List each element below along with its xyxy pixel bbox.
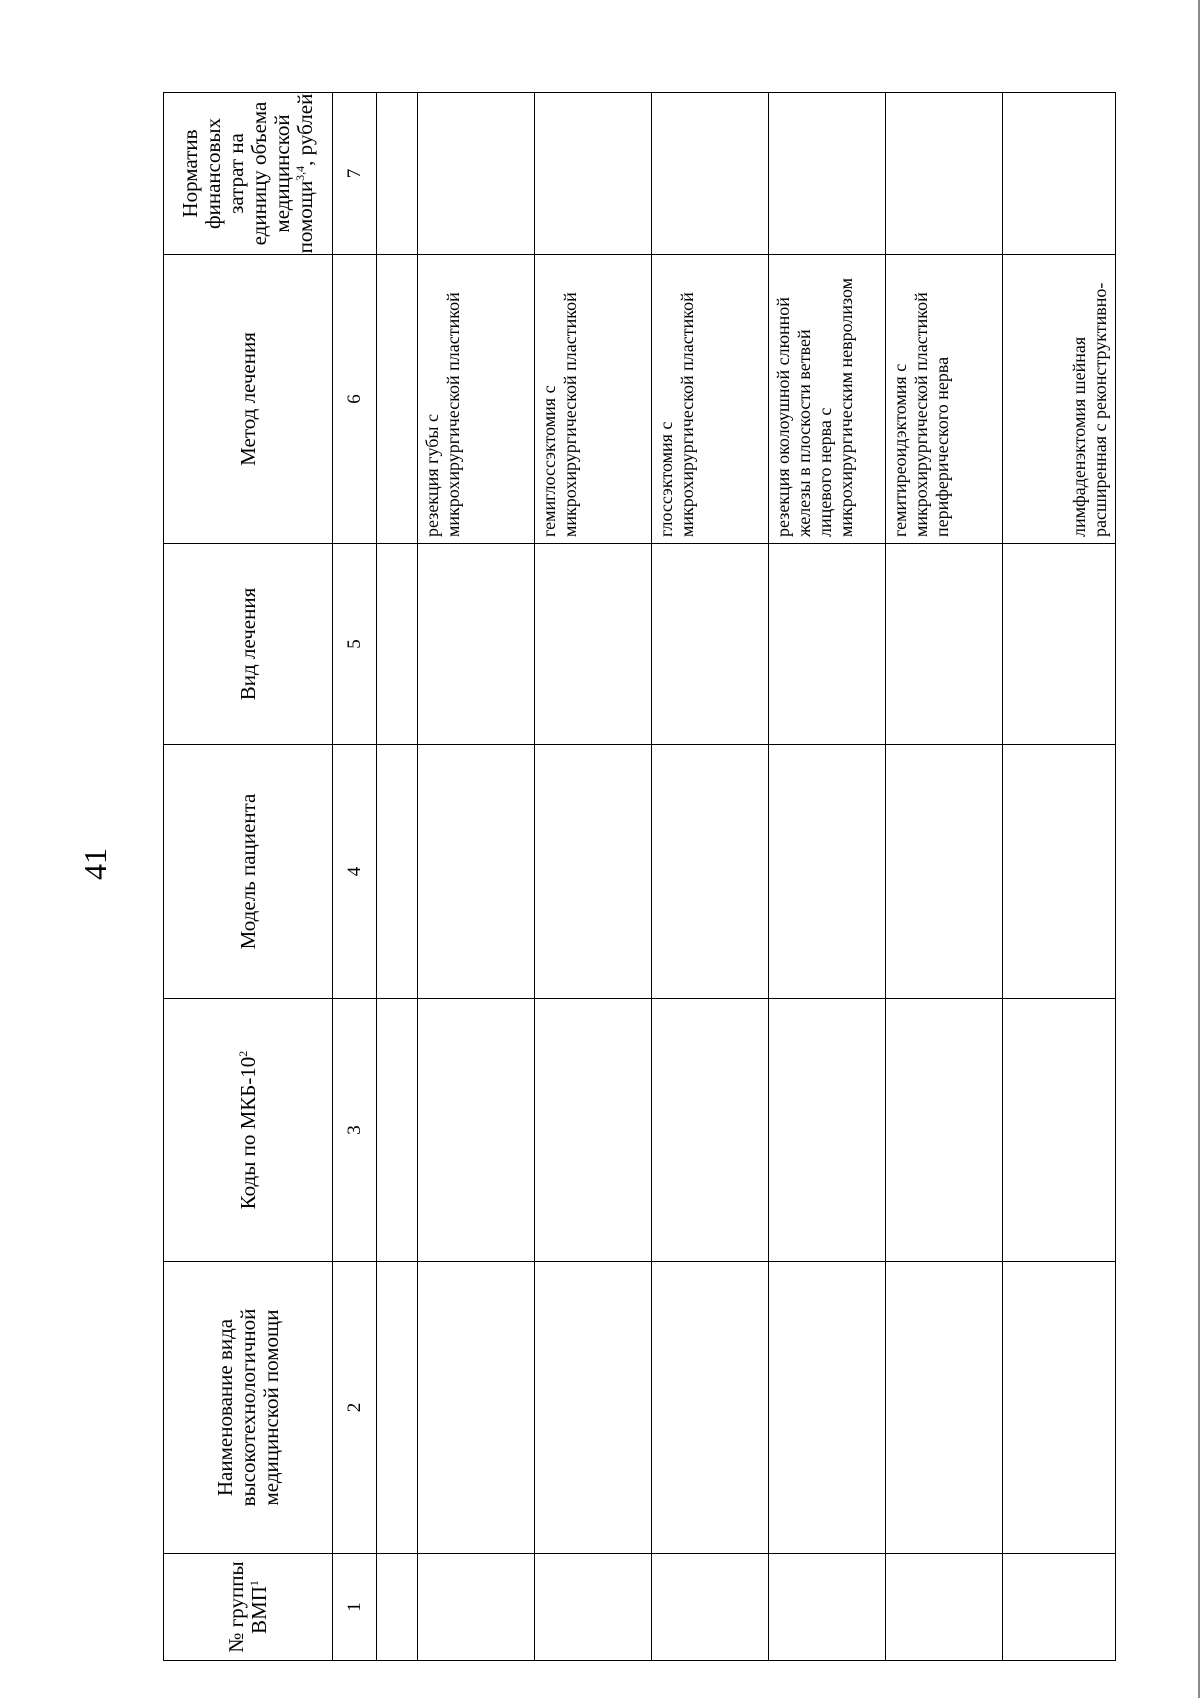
table-row — [769, 93, 886, 1661]
table-row — [1003, 93, 1116, 1661]
col-number: 3 — [333, 999, 377, 1262]
header-treatment-type: Вид лечения — [164, 544, 333, 745]
table-row — [886, 93, 1003, 1661]
method-cell: гемитиреоидэктомия с микрохирургической пластикой периферического нерва — [886, 255, 1003, 544]
method-cell: лимфаденэктомия шейная расширенная с реконструктивно- — [1003, 255, 1116, 544]
header-cost-norm: Норматив финансовых затрат на единицу объема медицинской помощи$^{3,4}$, рублей — [164, 93, 333, 255]
header-group-number: № группы ВМП$^1$ — [164, 1554, 333, 1661]
header-patient-model: Модель пациента — [164, 745, 333, 999]
method-cell: резекция губы с микрохирургической пластикой — [418, 255, 535, 544]
col-number: 5 — [333, 544, 377, 745]
col-number: 1 — [333, 1554, 377, 1661]
empty-row — [377, 93, 418, 1661]
col-number: 2 — [333, 1262, 377, 1554]
method-cell: резекция околоушной слюнной железы в плоскости ветвей лицевого нерва с микрохирургическим невролизом — [769, 255, 886, 544]
vmp-table — [163, 92, 1116, 1661]
table-row — [652, 93, 769, 1661]
col-number: 7 — [333, 93, 377, 255]
table-row — [535, 93, 652, 1661]
rotated-table-area — [163, 93, 1119, 1661]
col-number: 6 — [333, 255, 377, 544]
page-number: 41 — [77, 848, 113, 880]
column-number-row — [333, 93, 377, 1661]
table-row — [418, 93, 535, 1661]
method-cell: глоссэктомия с микрохирургической пластикой — [652, 255, 769, 544]
header-vmp-name: Наименование вида высокотехнологичной медицинской помощи — [164, 1262, 333, 1554]
col-number: 4 — [333, 745, 377, 999]
header-row — [164, 93, 333, 1661]
header-treatment-method: Метод лечения — [164, 255, 333, 544]
header-icd-codes: Коды по МКБ-$10^2$ — [164, 999, 333, 1262]
method-cell: гемиглоссэктомия с микрохирургической пластикой — [535, 255, 652, 544]
